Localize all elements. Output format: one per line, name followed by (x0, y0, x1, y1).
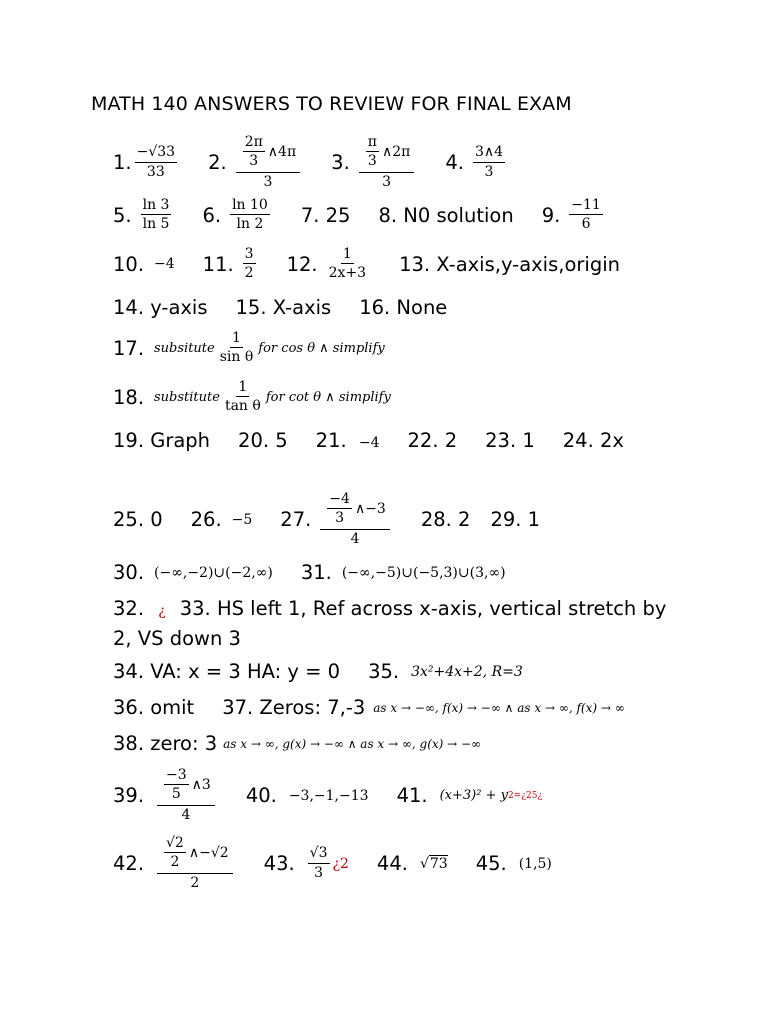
answer-44: √ 73 (419, 855, 448, 873)
answers-34-35 (113, 660, 523, 683)
answer-29: 29. 1 (490, 508, 541, 532)
answer-32: ¿ (158, 603, 166, 619)
answer-18: substitute $\frac{1}{\text{tan θ}}$ for cot θ ∧ simplify (154, 379, 391, 415)
answer-16: 16. None (359, 296, 448, 319)
answer-2: $\frac{2\pi}{3}$ ∧4π 3 (233, 135, 303, 190)
answers-5-9 (113, 198, 606, 233)
label-10: 10. (113, 252, 145, 276)
answer-42: $\frac{√2}{2}$ ∧−√2 2 (154, 836, 236, 891)
label-5: 5. (113, 203, 132, 227)
page-title: MATH 140 ANSWERS TO REVIEW FOR FINAL EXAM (91, 93, 572, 115)
answers-36-37 (113, 696, 625, 719)
label-31: 31. (300, 561, 332, 584)
label-43: 43. (263, 852, 295, 876)
answers-19-24 (113, 427, 673, 457)
answer-6: $\frac{\ln 10}{\ln 2}$ (232, 197, 268, 233)
label-45: 45. (475, 852, 507, 876)
answer-37: 37. Zeros: 7,-3 (222, 696, 366, 719)
answer-27: $\frac{-4}{3}$ ∧−3 4 (317, 492, 393, 547)
answers-14-16 (113, 296, 447, 319)
answer-19: 19. Graph (113, 429, 211, 452)
answer-4: $\frac{3\wedge 4}{3}$ (474, 144, 503, 180)
answers-30-31 (113, 561, 506, 584)
answers-10-13 (113, 247, 620, 282)
label-17: 17. (113, 336, 145, 360)
label-26: 26. (190, 508, 222, 532)
label-9: 9. (541, 203, 561, 227)
answer-33: 33. HS left 1, Ref across x-axis, vertical stretch by 2, VS down 3 (113, 597, 667, 650)
label-1: 1. (113, 151, 132, 175)
answer-38-row (113, 732, 481, 755)
answer-39: $\frac{-3}{5}$ ∧3 4 (154, 768, 218, 823)
answer-13: 13. X-axis,y-axis,origin (399, 252, 620, 276)
answer-5: $\frac{\ln 3}{\ln 5}$ (142, 197, 170, 233)
label-32: 32. (113, 597, 145, 620)
label-40: 40. (245, 784, 277, 808)
answer-15: 15. X-axis (235, 296, 332, 319)
label-12: 12. (286, 252, 318, 276)
answer-43: $\frac{√3}{3}$ ¿2 (309, 845, 349, 881)
answers-39-41 (113, 768, 542, 823)
answer-37-behavior: as x → −∞, f(x) → −∞ ∧ as x → ∞, f(x) → ∞ (373, 700, 625, 715)
answer-11: $\frac{3}{2}$ (244, 246, 254, 282)
label-27: 27. (280, 508, 312, 532)
answer-30: (−∞,−2)∪(−2,∞) (154, 564, 273, 581)
label-39: 39. (113, 784, 145, 808)
answer-1: $\frac{-√33}{33}$ (136, 144, 176, 180)
answer-24: 2x (599, 429, 624, 452)
answers-42-45 (113, 836, 552, 891)
answers-1-4 (113, 135, 508, 190)
answer-18-row (113, 380, 391, 415)
label-35: 35. (368, 660, 400, 683)
label-2: 2. (208, 151, 227, 175)
label-30: 30. (113, 561, 145, 584)
answer-17: subsitute $\frac{1}{\text{sin θ}}$ for cos θ ∧ simplify (154, 330, 385, 366)
label-24: 24. (562, 429, 594, 452)
answer-12: $\frac{1}{2x+3}$ (328, 246, 367, 282)
answer-38: 38. zero: 3 (113, 732, 218, 755)
answer-17-row (113, 331, 385, 366)
answer-22: 22. 2 (407, 429, 458, 452)
answer-36: 36. omit (113, 696, 195, 719)
answer-10: −4 (154, 256, 175, 273)
label-21: 21. (315, 429, 347, 452)
answer-3: $\frac{\pi}{3}$ ∧2π 3 (356, 135, 418, 190)
answer-40: −3,−1,−13 (288, 787, 369, 804)
label-11: 11. (202, 252, 234, 276)
answer-38-behavior: as x → ∞, g(x) → −∞ ∧ as x → ∞, g(x) → −∞ (223, 736, 482, 751)
label-41: 41. (396, 784, 428, 808)
answer-45: (1,5) (518, 855, 552, 872)
label-42: 42. (113, 852, 145, 876)
answer-21: −4 (358, 435, 380, 451)
answer-23: 23. 1 (485, 429, 535, 452)
answer-8: 8. N0 solution (378, 203, 514, 227)
answer-26: −5 (231, 511, 253, 528)
answers-25-29 (113, 492, 540, 547)
label-6: 6. (202, 203, 222, 227)
answer-41: (x+3)² + y 2=¿25¿ (439, 788, 543, 804)
answer-9: $\frac{-11}{6}$ (571, 197, 601, 233)
answer-31: (−∞,−5)∪(−5,3)∪(3,∞) (341, 564, 506, 581)
answer-7: 7. 25 (300, 203, 351, 227)
answers-32-33 (113, 595, 683, 652)
answer-35: 3x²+4x+2, R=3 (411, 663, 523, 680)
label-44: 44. (376, 852, 408, 876)
answer-28: 28. 2 (420, 508, 471, 532)
label-3: 3. (331, 151, 350, 175)
answer-20: 20. 5 (238, 429, 288, 452)
answer-25: 25. 0 (113, 508, 163, 532)
label-4: 4. (445, 151, 464, 175)
answer-14: 14. y-axis (113, 296, 208, 319)
answer-34: 34. VA: x = 3 HA: y = 0 (113, 660, 341, 683)
label-18: 18. (113, 385, 145, 409)
